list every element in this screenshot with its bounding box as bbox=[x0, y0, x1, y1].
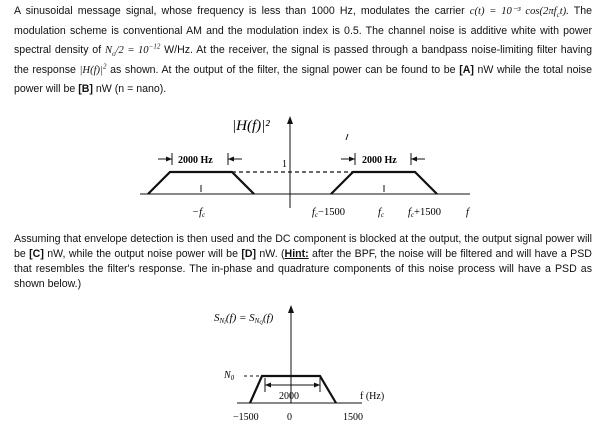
y-axis-label: SNI(f) = SNQ(f) bbox=[214, 312, 274, 326]
sentence-2c: nW. ( bbox=[259, 248, 285, 260]
y-axis-label: |H(f)|² bbox=[232, 118, 270, 134]
blank-B: [B] bbox=[78, 83, 93, 96]
noise-psd-unit: W/Hz. bbox=[164, 44, 194, 57]
sentence-2b: nW, while the output noise power will be bbox=[47, 248, 238, 260]
sentence-2d: after the BPF, the noise will be filtered and will have a PSD that resembles the filter's response. The in-phase and quadrature components of this noise process will have a PSD as shown below.) bbox=[14, 248, 592, 290]
blank-C: [C] bbox=[29, 248, 44, 260]
right-width-label: 2000 Hz bbox=[362, 155, 397, 166]
width-label: 2000 bbox=[279, 391, 299, 402]
y-axis-arrow bbox=[287, 116, 293, 124]
tick-0: 0 bbox=[287, 412, 292, 423]
sentence-1e: nW while the total noise power will be bbox=[14, 63, 593, 96]
tick-1500: 1500 bbox=[343, 412, 363, 423]
filter-response-figure bbox=[0, 112, 602, 230]
noise-psd-figure bbox=[0, 300, 602, 431]
noise-psd-expression: $N_o/2 = 10^{-12}$ bbox=[104, 42, 161, 59]
left-width-annotation bbox=[158, 153, 242, 166]
blank-D: [D] bbox=[241, 248, 257, 260]
filter-response-expression: $|H(f)|^2$ bbox=[79, 62, 107, 76]
left-width-label: 2000 Hz bbox=[178, 155, 213, 166]
level-N0: $N_0$ bbox=[224, 370, 235, 382]
carrier-equation: c(t) = 10⁻³ $\cos(2\pi f_ct)$. bbox=[469, 6, 569, 20]
x-axis-label: f bbox=[466, 207, 469, 218]
width-annotation bbox=[265, 378, 320, 392]
sentence-1a: A sinusoidal message signal, whose frequency is less than 1000 Hz, modulates the carrier bbox=[14, 5, 465, 17]
sentence-1d: as shown. At the output of the filter, the signal power can be found to be bbox=[110, 63, 456, 76]
sentence-1f: nW (n = nano). bbox=[95, 83, 167, 96]
hint-label: Hint: bbox=[284, 248, 309, 260]
y-axis-arrow bbox=[288, 305, 294, 313]
sentence-1c: At the receiver, the signal is passed through a bandpass noise-limiting filter having the response bbox=[14, 44, 592, 76]
sentence-1b: The modulation scheme is conventional AM and the modulation index is 0.5. The channel noise is additive white with power spectral density of bbox=[14, 5, 592, 57]
problem-paragraph-2 bbox=[14, 232, 592, 292]
tick-fc-plus-1500: fc+1500 bbox=[408, 207, 441, 219]
problem-paragraph-1 bbox=[14, 2, 592, 100]
x-axis-label: f (Hz) bbox=[360, 391, 385, 402]
tick-fc: fc bbox=[378, 207, 385, 219]
tick-neg-fc: −fc bbox=[192, 207, 206, 219]
sentence-2a: Assuming that envelope detection is then used and the DC component is blocked at the output, the output signal power will be bbox=[14, 233, 592, 260]
right-width-annotation bbox=[341, 153, 425, 166]
axis-mark bbox=[346, 134, 348, 140]
blank-A: [A] bbox=[459, 63, 474, 76]
tick-fc-minus-1500: fc−1500 bbox=[312, 207, 345, 219]
level-label: 1 bbox=[282, 159, 287, 170]
tick-neg-1500: −1500 bbox=[233, 412, 259, 423]
